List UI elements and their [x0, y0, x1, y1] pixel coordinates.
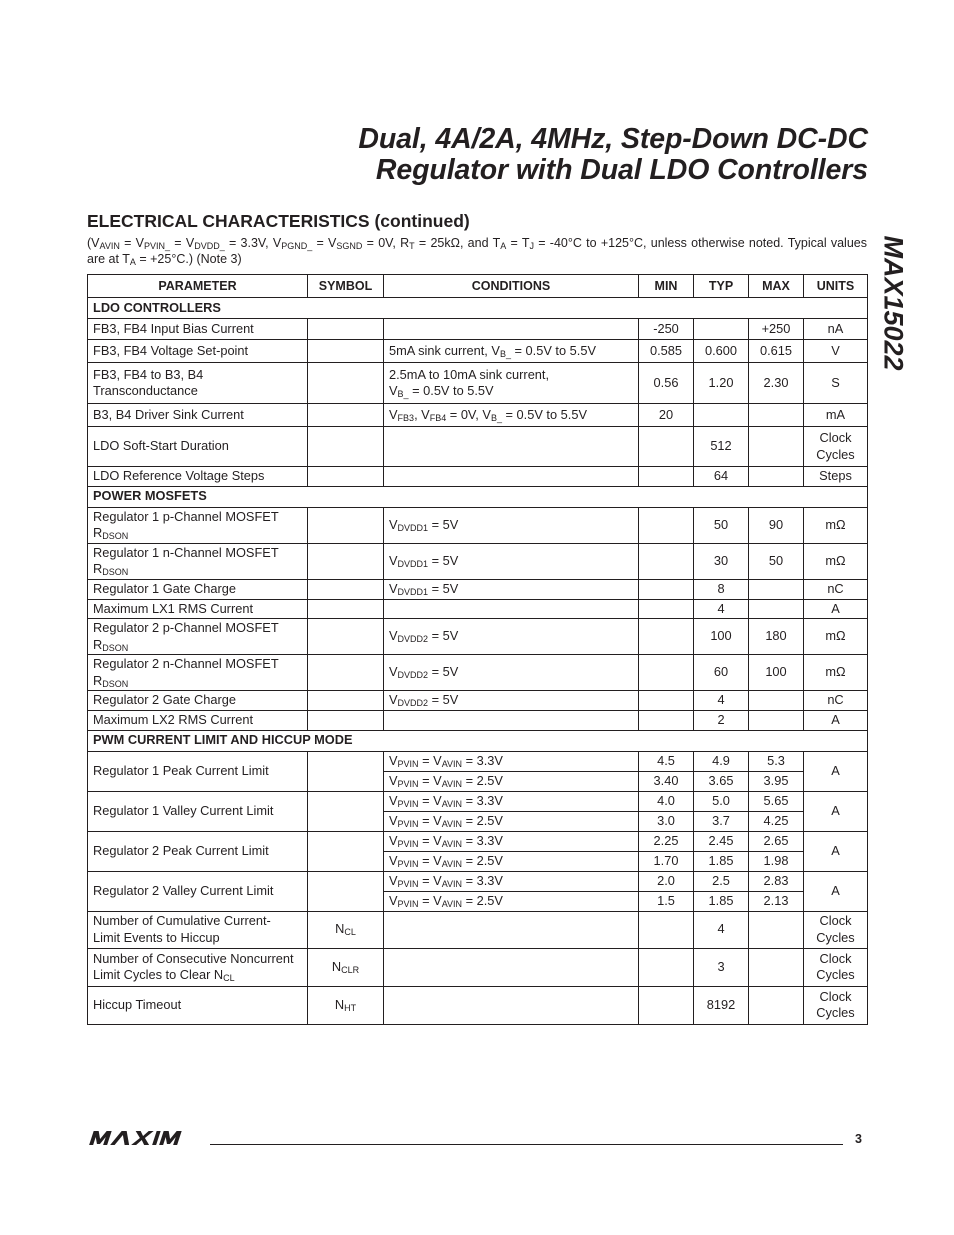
units-cell: V [804, 340, 868, 363]
max-cell: 4.25 [749, 811, 804, 831]
max-cell: 2.65 [749, 831, 804, 851]
min-cell [639, 986, 694, 1024]
min-cell: -250 [639, 319, 694, 340]
conditions-cell: 5mA sink current, $V_{B\_} = 0.5V$ to 5.5V [384, 340, 639, 363]
units-cell: A [804, 711, 868, 731]
table-group-row [88, 298, 868, 319]
max-cell: 1.98 [749, 851, 804, 871]
table-row [88, 911, 868, 948]
conditions-cell [384, 427, 639, 467]
table-row [88, 507, 868, 543]
table-header-row [88, 275, 868, 298]
symbol-cell [308, 791, 384, 831]
units-cell: mA [804, 404, 868, 427]
parameter-cell: Regulator 2 Peak Current Limit [88, 831, 308, 871]
typ-cell: 3.65 [694, 771, 749, 791]
conditions-cell: $V_{PVIN} = V_{AVIN} = 3.3V$ [384, 751, 639, 771]
min-cell [639, 467, 694, 487]
parameter-cell: Number of Consecutive Noncurrent Limit Cycles to Clear $N_{CL}$ [88, 948, 308, 986]
symbol-cell [308, 543, 384, 579]
conditions-cell [384, 986, 639, 1024]
max-cell [749, 467, 804, 487]
symbol-cell [308, 619, 384, 655]
header-units: UNITS [804, 275, 868, 298]
typ-cell: 4 [694, 911, 749, 948]
max-cell: 2.83 [749, 871, 804, 891]
typ-cell: 1.85 [694, 851, 749, 871]
symbol-cell [308, 871, 384, 911]
parameter-cell: LDO Soft-Start Duration [88, 427, 308, 467]
min-cell [639, 911, 694, 948]
units-cell: nA [804, 319, 868, 340]
symbol-cell [308, 340, 384, 363]
symbol-cell [308, 404, 384, 427]
max-cell: 5.3 [749, 751, 804, 771]
min-cell: 4.5 [639, 751, 694, 771]
typ-cell: 4.9 [694, 751, 749, 771]
parameter-cell: Regulator 2 n-Channel MOSFET $R_{DSON}$ [88, 655, 308, 691]
min-cell: 3.0 [639, 811, 694, 831]
parameter-cell: Regulator 1 Valley Current Limit [88, 791, 308, 831]
conditions-cell: $V_{PVIN} = V_{AVIN} = 2.5V$ [384, 891, 639, 911]
table-row [88, 711, 868, 731]
conditions-cell: $V_{PVIN} = V_{AVIN} = 3.3V$ [384, 831, 639, 851]
units-cell: mΩ [804, 507, 868, 543]
symbol-cell [308, 363, 384, 404]
symbol-cell [308, 507, 384, 543]
title-line-2: Regulator with Dual LDO Controllers [375, 154, 868, 186]
conditions-cell: $V_{DVDD2} = 5V$ [384, 691, 639, 711]
min-cell [639, 579, 694, 599]
conditions-note: ($V_{AVIN} = V_{PVIN\_} = V_{DVDD\_} = 3.3V$, $V_{PGND\_} = V_{SGND} = 0V$, $R_T = 25k\Omega$, and $T_A = T_J = -40^\circ C$ to +125°C, unless otherwise noted. Typical values are at $T_A = +25^\circ C$.) (Note 3) [87, 236, 867, 267]
table-row [88, 986, 868, 1024]
header-conditions: CONDITIONS [384, 275, 639, 298]
symbol-cell [308, 427, 384, 467]
conditions-cell [384, 467, 639, 487]
conditions-cell [384, 711, 639, 731]
parameter-cell: Maximum LX2 RMS Current [88, 711, 308, 731]
parameter-cell: Regulator 1 n-Channel MOSFET $R_{DSON}$ [88, 543, 308, 579]
max-cell: 2.13 [749, 891, 804, 911]
max-cell: +250 [749, 319, 804, 340]
typ-cell: 2.5 [694, 871, 749, 891]
parameter-cell: Regulator 2 Gate Charge [88, 691, 308, 711]
units-cell: Steps [804, 467, 868, 487]
min-cell [639, 507, 694, 543]
max-cell: 90 [749, 507, 804, 543]
symbol-cell: $N_{CL}$ [308, 911, 384, 948]
typ-cell: 8 [694, 579, 749, 599]
footer-rule [210, 1144, 843, 1145]
max-cell: 3.95 [749, 771, 804, 791]
typ-cell: 8192 [694, 986, 749, 1024]
parameter-cell: Hiccup Timeout [88, 986, 308, 1024]
typ-cell: 100 [694, 619, 749, 655]
table-row [88, 599, 868, 619]
units-cell: A [804, 791, 868, 831]
max-cell [749, 986, 804, 1024]
conditions-cell: $V_{PVIN} = V_{AVIN} = 3.3V$ [384, 791, 639, 811]
min-cell: 0.585 [639, 340, 694, 363]
conditions-cell: 2.5mA to 10mA sink current, $V_{B\_} = 0.5V$ to 5.5V [384, 363, 639, 404]
conditions-cell: $V_{FB3}$, $V_{FB4} = 0V$, $V_{B\_} = 0.5V$ to 5.5V [384, 404, 639, 427]
header-min: MIN [639, 275, 694, 298]
min-cell [639, 691, 694, 711]
page-number: 3 [855, 1132, 862, 1146]
parameter-cell: FB3, FB4 Input Bias Current [88, 319, 308, 340]
table-row [88, 655, 868, 691]
table-row [88, 831, 868, 851]
typ-cell [694, 404, 749, 427]
units-cell: Clock Cycles [804, 986, 868, 1024]
typ-cell: 512 [694, 427, 749, 467]
max-cell: 5.65 [749, 791, 804, 811]
section-title: ELECTRICAL CHARACTERISTICS (continued) [87, 211, 470, 231]
header-max: MAX [749, 275, 804, 298]
max-cell [749, 404, 804, 427]
typ-cell: 50 [694, 507, 749, 543]
typ-cell: 4 [694, 691, 749, 711]
symbol-cell [308, 655, 384, 691]
parameter-cell: Regulator 1 Gate Charge [88, 579, 308, 599]
units-cell: S [804, 363, 868, 404]
max-cell: 0.615 [749, 340, 804, 363]
min-cell [639, 655, 694, 691]
symbol-cell [308, 599, 384, 619]
parameter-cell: Maximum LX1 RMS Current [88, 599, 308, 619]
typ-cell: 30 [694, 543, 749, 579]
max-cell [749, 711, 804, 731]
header-symbol: SYMBOL [308, 275, 384, 298]
min-cell [639, 543, 694, 579]
min-cell: 3.40 [639, 771, 694, 791]
symbol-cell [308, 751, 384, 791]
typ-cell: 4 [694, 599, 749, 619]
electrical-characteristics-table [87, 274, 868, 1025]
table-row [88, 619, 868, 655]
typ-cell: 1.20 [694, 363, 749, 404]
max-cell [749, 911, 804, 948]
symbol-cell: $N_{HT}$ [308, 986, 384, 1024]
max-cell [749, 948, 804, 986]
max-cell: 50 [749, 543, 804, 579]
units-cell: Clock Cycles [804, 948, 868, 986]
max-cell [749, 691, 804, 711]
document-title [358, 124, 868, 186]
side-part-number [867, 212, 919, 394]
parameter-cell: Regulator 2 Valley Current Limit [88, 871, 308, 911]
symbol-cell [308, 467, 384, 487]
max-cell: 2.30 [749, 363, 804, 404]
table-row [88, 319, 868, 340]
units-cell: mΩ [804, 543, 868, 579]
table-row [88, 579, 868, 599]
parameter-cell: LDO Reference Voltage Steps [88, 467, 308, 487]
typ-cell: 2.45 [694, 831, 749, 851]
typ-cell [694, 319, 749, 340]
typ-cell: 5.0 [694, 791, 749, 811]
header-typ: TYP [694, 275, 749, 298]
units-cell: Clock Cycles [804, 911, 868, 948]
symbol-cell [308, 579, 384, 599]
conditions-cell [384, 599, 639, 619]
min-cell: 2.0 [639, 871, 694, 891]
table-row [88, 691, 868, 711]
min-cell: 0.56 [639, 363, 694, 404]
conditions-cell: $V_{DVDD2} = 5V$ [384, 655, 639, 691]
parameter-cell: Regulator 1 p-Channel MOSFET $R_{DSON}$ [88, 507, 308, 543]
max-cell [749, 599, 804, 619]
min-cell: 1.70 [639, 851, 694, 871]
table-row [88, 363, 868, 404]
min-cell [639, 619, 694, 655]
units-cell: nC [804, 579, 868, 599]
units-cell: mΩ [804, 619, 868, 655]
conditions-cell: $V_{PVIN} = V_{AVIN} = 3.3V$ [384, 871, 639, 891]
typ-cell: 2 [694, 711, 749, 731]
parameter-cell: Regulator 2 p-Channel MOSFET $R_{DSON}$ [88, 619, 308, 655]
max-cell [749, 579, 804, 599]
units-cell: A [804, 751, 868, 791]
conditions-cell: $V_{DVDD1} = 5V$ [384, 543, 639, 579]
units-cell: A [804, 599, 868, 619]
table-group-row [88, 486, 868, 507]
min-cell: 2.25 [639, 831, 694, 851]
table-row [88, 791, 868, 811]
min-cell [639, 599, 694, 619]
table-row [88, 543, 868, 579]
max-cell: 180 [749, 619, 804, 655]
parameter-cell: FB3, FB4 to B3, B4 Transconductance [88, 363, 308, 404]
units-cell: Clock Cycles [804, 427, 868, 467]
table-row [88, 467, 868, 487]
units-cell: A [804, 831, 868, 871]
typ-cell: 3 [694, 948, 749, 986]
units-cell: mΩ [804, 655, 868, 691]
conditions-cell [384, 948, 639, 986]
typ-cell: 3.7 [694, 811, 749, 831]
typ-cell: 64 [694, 467, 749, 487]
min-cell [639, 948, 694, 986]
conditions-cell: $V_{PVIN} = V_{AVIN} = 2.5V$ [384, 851, 639, 871]
table-row [88, 404, 868, 427]
units-cell: A [804, 871, 868, 911]
min-cell: 4.0 [639, 791, 694, 811]
min-cell [639, 427, 694, 467]
parameter-cell: Number of Cumulative Current- Limit Events to Hiccup [88, 911, 308, 948]
table-row [88, 340, 868, 363]
min-cell: 20 [639, 404, 694, 427]
conditions-cell: $V_{PVIN} = V_{AVIN} = 2.5V$ [384, 771, 639, 791]
symbol-cell: $N_{CLR}$ [308, 948, 384, 986]
typ-cell: 0.600 [694, 340, 749, 363]
typ-cell: 60 [694, 655, 749, 691]
parameter-cell: FB3, FB4 Voltage Set-point [88, 340, 308, 363]
symbol-cell [308, 711, 384, 731]
conditions-cell: $V_{PVIN} = V_{AVIN} = 2.5V$ [384, 811, 639, 831]
conditions-cell [384, 911, 639, 948]
table-row [88, 948, 868, 986]
min-cell [639, 711, 694, 731]
title-line-1: Dual, 4A/2A, 4MHz, Step-Down DC-DC [358, 123, 868, 155]
typ-cell: 1.85 [694, 891, 749, 911]
parameter-cell: B3, B4 Driver Sink Current [88, 404, 308, 427]
symbol-cell [308, 831, 384, 871]
table-row [88, 427, 868, 467]
conditions-cell: $V_{DVDD2} = 5V$ [384, 619, 639, 655]
group-heading: POWER MOSFETS [88, 486, 868, 507]
conditions-cell: $V_{DVDD1} = 5V$ [384, 579, 639, 599]
group-heading: PWM CURRENT LIMIT AND HICCUP MODE [88, 730, 868, 751]
table-row [88, 871, 868, 891]
symbol-cell [308, 691, 384, 711]
conditions-cell: $V_{DVDD1} = 5V$ [384, 507, 639, 543]
header-parameter: PARAMETER [88, 275, 308, 298]
parameter-cell: Regulator 1 Peak Current Limit [88, 751, 308, 791]
conditions-cell [384, 319, 639, 340]
table-group-row [88, 730, 868, 751]
group-heading: LDO CONTROLLERS [88, 298, 868, 319]
units-cell: nC [804, 691, 868, 711]
max-cell: 100 [749, 655, 804, 691]
symbol-cell [308, 319, 384, 340]
max-cell [749, 427, 804, 467]
table-row [88, 751, 868, 771]
min-cell: 1.5 [639, 891, 694, 911]
maxim-logo [87, 1130, 199, 1151]
part-number-label: MAX15022 [878, 235, 909, 371]
